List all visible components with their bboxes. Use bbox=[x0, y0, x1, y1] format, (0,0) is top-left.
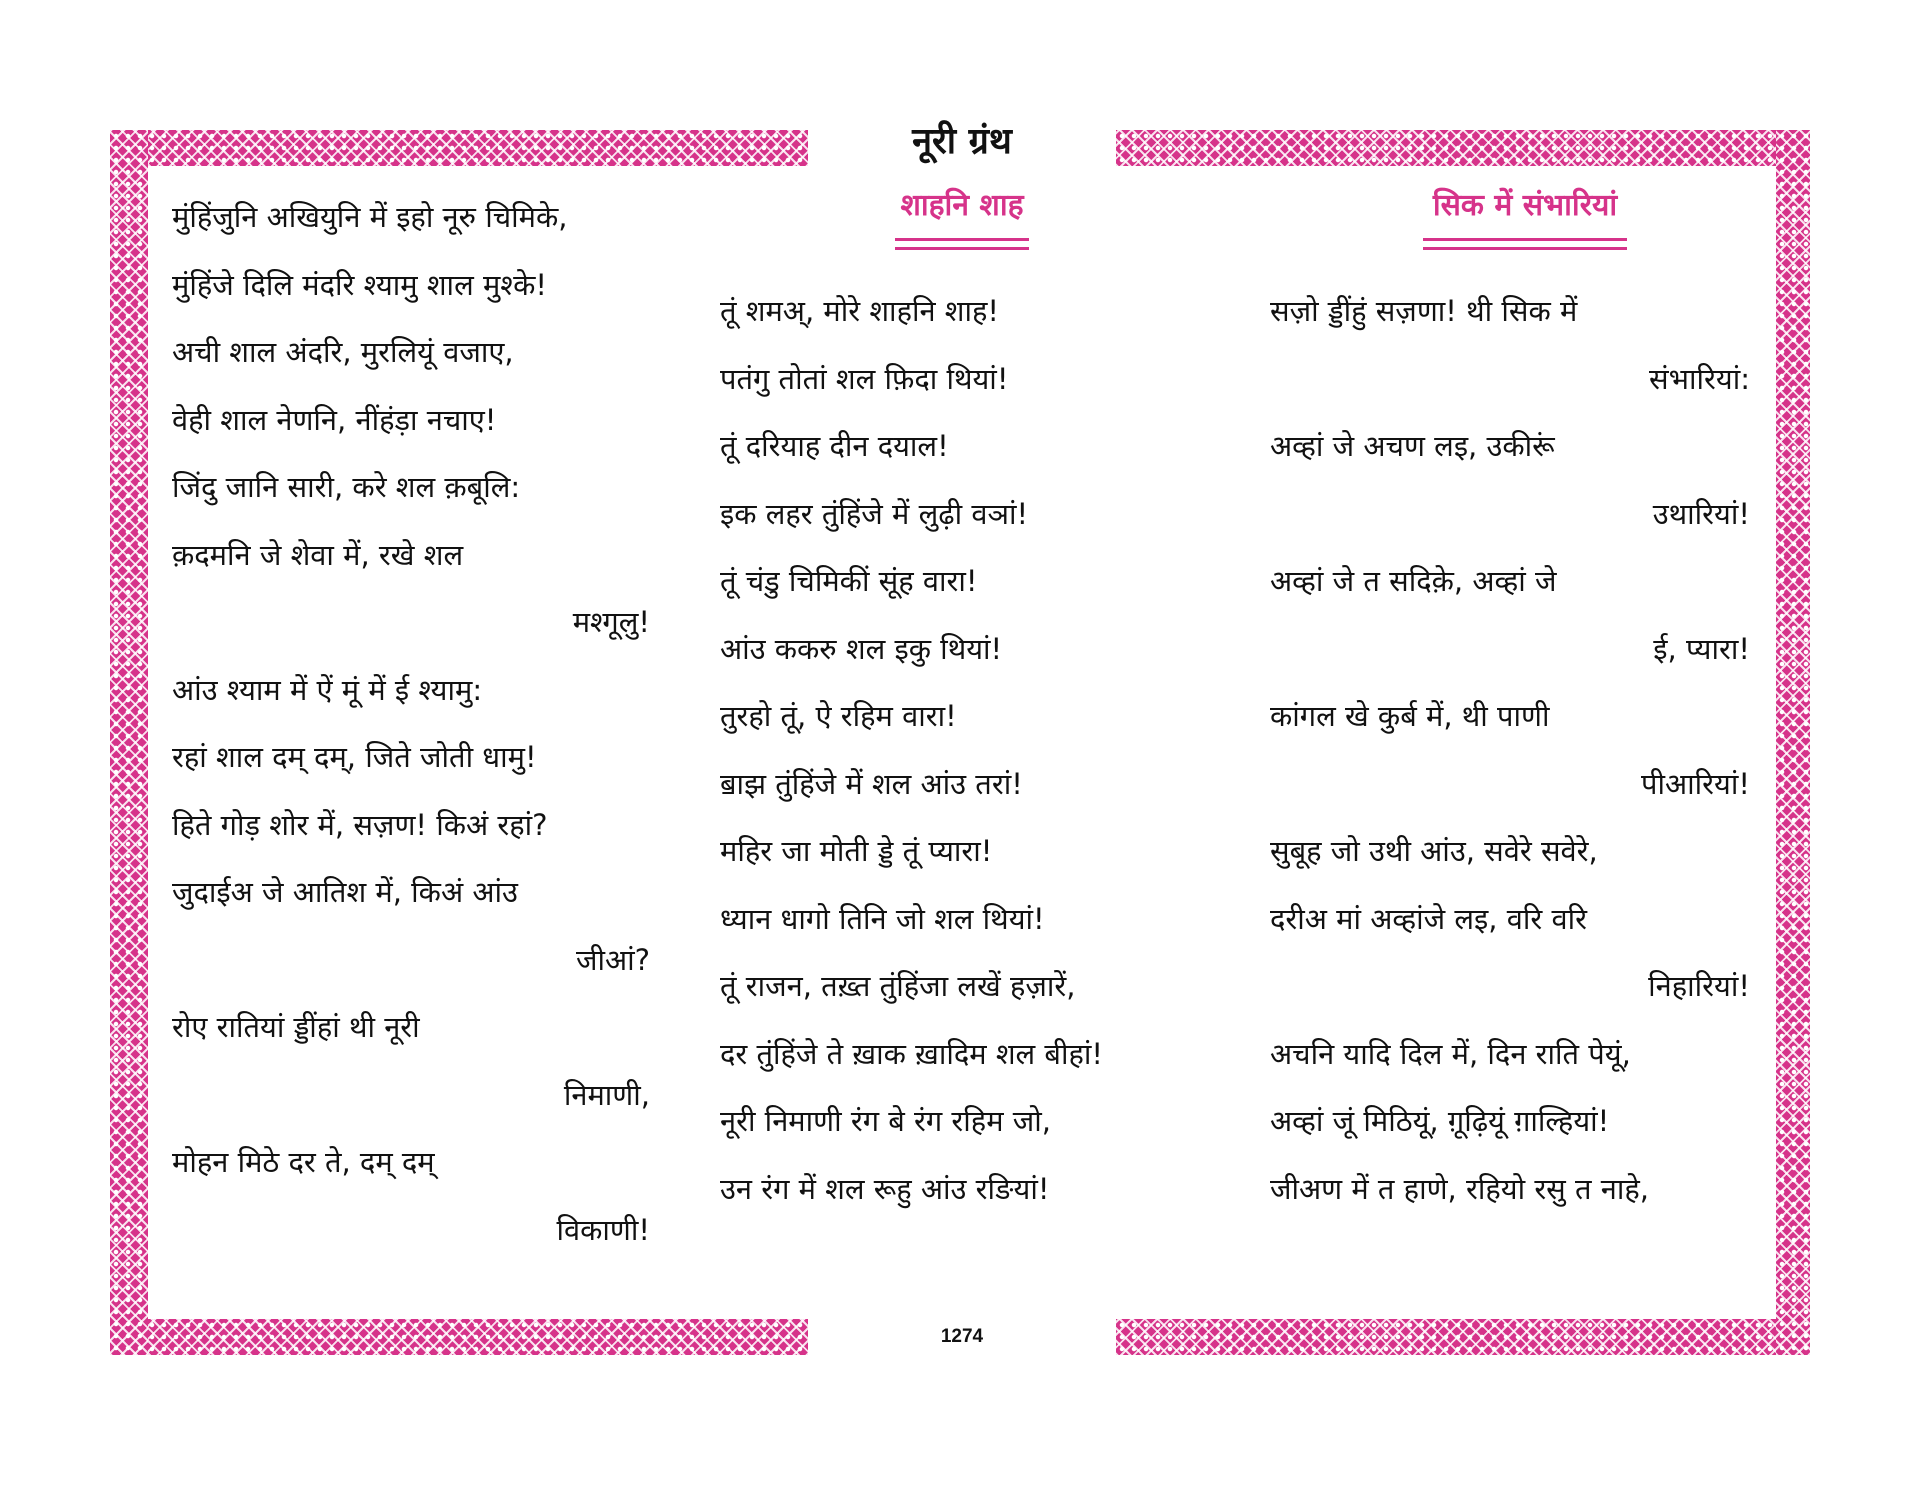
poem-line: तूं चंडु चिमिकीं सूंह वारा! bbox=[720, 564, 978, 598]
poem-line: इक लहर तुंहिंजे में लुढ़ी वञां! bbox=[720, 496, 1029, 531]
poem-line: महिर जा मोती ड्डे तूं प्यारा! bbox=[720, 834, 993, 868]
poem-line: अव्हां जे अचण लइ, उकीरूं bbox=[1270, 429, 1555, 463]
poem-line: दर तुंहिंजे ते ख़ाक ख़ादिम शल बीहां! bbox=[720, 1036, 1104, 1071]
poem-line-continuation: ई, प्यारा! bbox=[1653, 631, 1750, 666]
poem-line: दरीअ मां अव्हांजे लइ, वरि वरि bbox=[1270, 901, 1587, 936]
poem-line: नूरी निमाणी रंग बे रंग रहिम जो, bbox=[720, 1104, 1052, 1138]
poem-line: हिते गोड़ शोर में, सज़ण! किअं रहां? bbox=[172, 807, 548, 842]
poem-line: अची शाल अंदरि, मुरलियूं वजाए, bbox=[172, 335, 514, 369]
poem-line: अव्हां जे त सदिक़े, अव्हां जे bbox=[1270, 564, 1557, 598]
poem-line-continuation: उथारियां! bbox=[1652, 496, 1750, 531]
poem-line: मोहन मिठे दर ते, दम् दम् bbox=[172, 1145, 435, 1179]
poem-line: आंउ ककरु शल इकु थियां! bbox=[720, 631, 1003, 666]
poem-line: पतंगु तोतां शल फ़िदा थियां! bbox=[720, 361, 1009, 396]
decorative-border-bottom-right bbox=[1116, 1319, 1810, 1355]
poem-line: जीअण में त हाणे, रहियो रसु त नाहे, bbox=[1270, 1171, 1649, 1206]
decorative-border-left bbox=[110, 130, 148, 1355]
poem-line: तूं दरियाह दीन दयाल! bbox=[720, 429, 949, 463]
poem-line: ध्यान धागो तिनि जो शल थियां! bbox=[720, 901, 1045, 936]
book-title: नूरी ग्रंथ bbox=[912, 121, 1012, 162]
middle-poem-column bbox=[720, 278, 1180, 1223]
poem-line: सुबूह जो उथी आंउ, सवेरे सवेरे, bbox=[1270, 834, 1598, 868]
poem-line: मुंहिंजुनि अखियुनि में इहो नूरु चिमिके, bbox=[172, 200, 568, 234]
poem-line: तूं राजन, तख़्त तुंहिंजा लखें हज़ारें, bbox=[720, 969, 1076, 1003]
page-number: 1274 bbox=[940, 1326, 984, 1347]
poem-line: अव्हां जूं मिठियूं, ग़ूढ़ियूं ग़ाल्हियां! bbox=[1270, 1104, 1610, 1138]
poem-line-continuation: विकाणी! bbox=[556, 1212, 650, 1247]
poem-line: सज़ो ड्डींहुं सज़णा! थी सिक में bbox=[1270, 294, 1578, 328]
poem-line-continuation: जीआं? bbox=[575, 942, 650, 977]
title-underline bbox=[1423, 238, 1627, 250]
poem-line: तूं शमअ्, मोरे शाहनि शाह! bbox=[720, 294, 1000, 328]
poem-line: वेही शाल नेणनि, नींहंड़ा नचाए! bbox=[172, 402, 497, 437]
poem-line: कांगल खे कुर्ब में, थी पाणी bbox=[1270, 699, 1550, 733]
poem-line: उन रंग में शल रूहु आंउ रङियां! bbox=[720, 1171, 1050, 1206]
left-poem-column bbox=[172, 184, 650, 1264]
poem-line: रोए रातियां ड्डींहां थी नूरी bbox=[172, 1010, 420, 1044]
poem-line-continuation: पीआरियां! bbox=[1641, 766, 1750, 801]
decorative-border-top-right bbox=[1116, 130, 1810, 166]
poem-line: तुरहो तूं, ऐ रहिम वारा! bbox=[720, 699, 957, 733]
poem-line-continuation: निहारियां! bbox=[1648, 969, 1750, 1003]
poem-line: ॿाझ तुंहिंजे में शल आंउ तरां! bbox=[720, 766, 1023, 801]
decorative-border-bottom-left bbox=[110, 1319, 808, 1355]
decorative-border-right bbox=[1776, 130, 1810, 1355]
poem-line-continuation: निमाणी, bbox=[563, 1077, 650, 1112]
poem-line: अचनि यादि दिल में, दिन राति पेयूं, bbox=[1270, 1036, 1631, 1071]
poem-line: जुदाईअ जे आतिश में, किअं आंउ bbox=[172, 875, 518, 909]
poem-line: क़दमनि जे शेवा में, रखे शल bbox=[172, 537, 464, 572]
poem-title-text: सिक में संभारियां bbox=[1432, 188, 1618, 223]
poem-title-text: शाहनि शाह bbox=[900, 188, 1024, 223]
poem-line: रहां शाल दम् दम्, जिते जोती धामु! bbox=[172, 740, 537, 774]
poem-line-continuation: मश्गूलु! bbox=[572, 605, 650, 639]
poem-line: मुंहिंजे दिलि मंदरि श्यामु शाल मुश्के! bbox=[172, 267, 547, 302]
poem-title-shahani-shah bbox=[880, 182, 1044, 250]
poem-line-continuation: संभारियां: bbox=[1649, 361, 1750, 396]
poem-line: आंउ श्याम में ऐं मूं में ई श्यामु: bbox=[172, 672, 483, 707]
poem-title-sik-mein-sambhariyan bbox=[1390, 182, 1660, 250]
right-poem-column bbox=[1270, 278, 1750, 1223]
decorative-border-top-left bbox=[110, 130, 808, 166]
title-underline bbox=[895, 238, 1029, 250]
poem-line: जिंदु जानि सारी, करे शल क़बूलि: bbox=[172, 470, 521, 504]
